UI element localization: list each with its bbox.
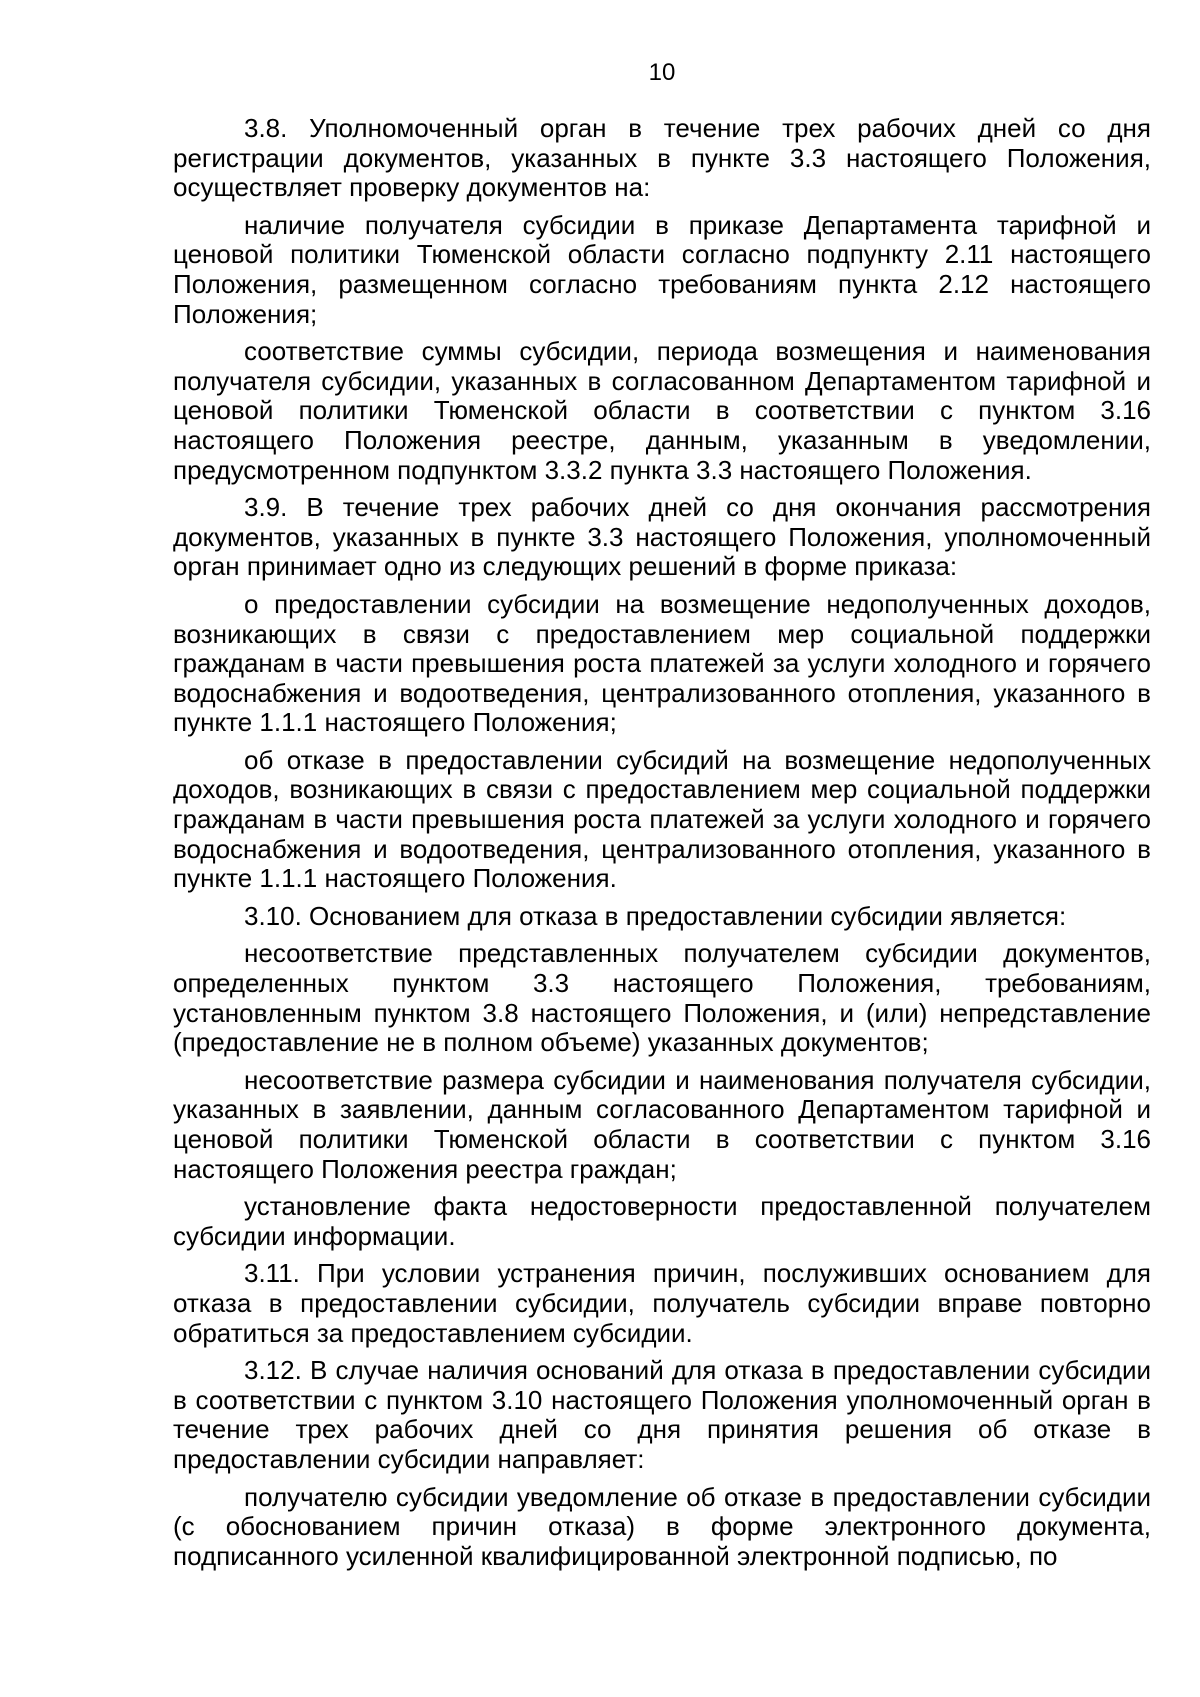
paragraph-3-11: 3.11. При условии устранения причин, послуживших основанием для отказа в предоставлении субсидии, получатель субсидии вправе повторно обратиться за предоставлением субсидии. [173, 1258, 1151, 1348]
paragraph-3-12: 3.12. В случае наличия оснований для отказа в предоставлении субсидии в соответствии с пунктом 3.10 настоящего Положения уполномоченный орган в течение трех рабочих дней со дня принятия решения об отказе в предоставлении субсидии направляет: [173, 1355, 1151, 1474]
paragraph-3-12-item-1: получателю субсидии уведомление об отказе в предоставлении субсидии (с обоснованием причин отказа) в форме электронного документа, подписанного усиленной квалифицированной электронной подписью, по [173, 1481, 1151, 1571]
paragraph-3-9-item-1: о предоставлении субсидии на возмещение недополученных доходов, возникающих в связи с предоставлением мер социальной поддержки гражданам в части превышения роста платежей за услуги холодного и горячего водоснабжения и водоотведения, централизованного отопления, указанного в пункте 1.1.1 настоящего Положения; [173, 588, 1151, 738]
document-body [173, 114, 1151, 1579]
paragraph-3-9: 3.9. В течение трех рабочих дней со дня окончания рассмотрения документов, указанных в пункте 3.3 настоящего Положения, уполномоченный орган принимает одно из следующих решений в форме приказа: [173, 492, 1151, 582]
paragraph-3-8-item-1: наличие получателя субсидии в приказе Департамента тарифной и ценовой политики Тюменской области согласно подпункту 2.11 настоящего Положения, размещенном согласно требованиям пункта 2.12 настоящего Положения; [173, 209, 1151, 329]
paragraph-3-10-item-3: установление факта недостоверности предоставленной получателем субсидии информации. [173, 1191, 1151, 1251]
paragraph-3-8: 3.8. Уполномоченный орган в течение трех рабочих дней со дня регистрации документов, указанных в пункте 3.3 настоящего Положения, осуществляет проверку документов на: [173, 113, 1151, 203]
paragraph-3-10-item-2: несоответствие размера субсидии и наименования получателя субсидии, указанных в заявлении, данным согласованного Департаментом тарифной и ценовой политики Тюменской области в соответствии с пунктом 3.16 настоящего Положения реестра граждан; [173, 1064, 1151, 1184]
paragraph-3-9-item-2: об отказе в предоставлении субсидий на возмещение недополученных доходов, возникающих в связи с предоставлением мер социальной поддержки гражданам в части превышения роста платежей за услуги холодного и горячего водоснабжения и водоотведения, централизованного отопления, указанного в пункте 1.1.1 настоящего Положения. [173, 744, 1151, 894]
paragraph-3-10-item-1: несоответствие представленных получателем субсидии документов, определенных пунктом 3.3 настоящего Положения, требованиям, установленным пунктом 3.8 настоящего Положения, и (или) непредставление (предоставление не в полном объеме) указанных документов; [173, 938, 1151, 1058]
paragraph-3-8-item-2: соответствие суммы субсидии, периода возмещения и наименования получателя субсидии, указанных в согласованном Департаментом тарифной и ценовой политики Тюменской области в соответствии с пунктом 3.16 настоящего Положения реестре, данным, указанным в уведомлении, предусмотренном подпунктом 3.3.2 пункта 3.3 настоящего Положения. [173, 336, 1151, 485]
paragraph-3-10: 3.10. Основанием для отказа в предоставлении субсидии является: [244, 900, 1067, 931]
page-number: 10 [648, 59, 676, 86]
